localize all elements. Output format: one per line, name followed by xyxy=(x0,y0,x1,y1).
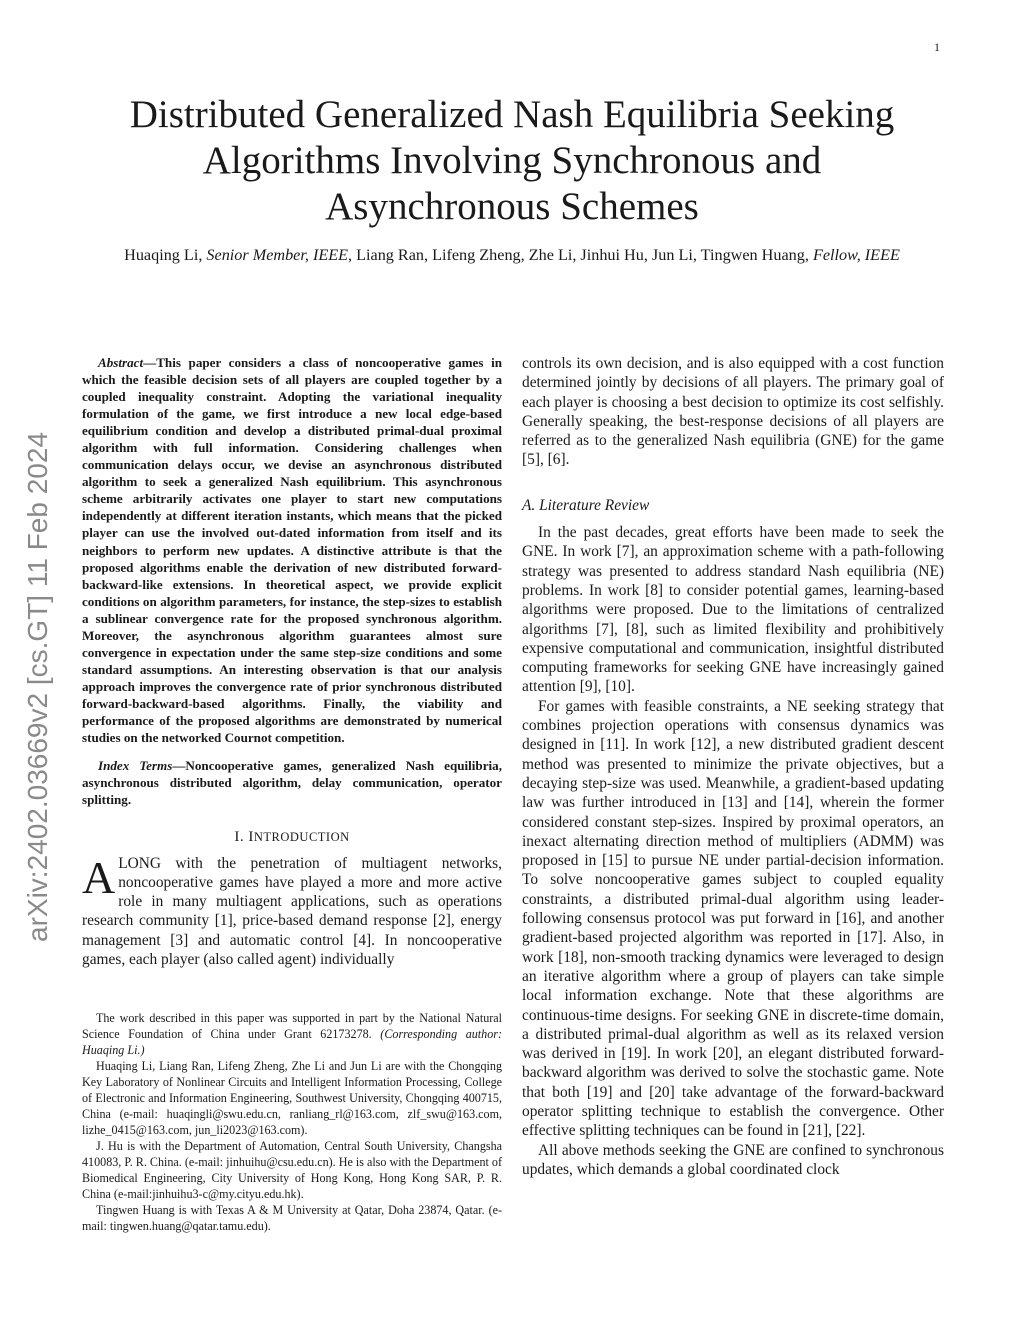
intro-text: with the penetration of multiagent networks, noncooperative games have played a more and more active role in many multiagent applications, such as operations research community [1], price-based demand response [2], energy management [3] and automatic control [4]. In noncooperative games, each player (also called agent) individually xyxy=(82,854,502,968)
paragraph: All above methods seeking the GNE are confined to synchronous updates, which demands a global coordinated clock xyxy=(522,1141,944,1178)
paragraph: In the past decades, great efforts have been made to seek the GNE. In work [7], an approximation scheme with a path-following strategy was presented to address standard Nash equilibria (NE) problems. In work [8] to consider potential games, learning-based algorithms were proposed. Due to the limitations of centralized algorithms [7], [8], such as limited flexibility and prohibitively expensive computational and communication, insightful distributed computing frameworks for seeking GNE have increasingly gained attention [9], [10]. xyxy=(522,524,944,696)
page-number: 1 xyxy=(934,40,940,54)
author-last-title: Fellow, IEEE xyxy=(812,246,900,264)
drop-cap: A xyxy=(82,851,116,903)
author-others: , Liang Ran, Lifeng Zheng, Zhe Li, Jinhui Hu, Jun Li, Tingwen Huang, xyxy=(348,246,809,264)
left-column xyxy=(82,354,502,969)
subsection-heading: A. Literature Review xyxy=(522,496,650,514)
index-terms xyxy=(82,757,502,808)
right-column xyxy=(522,354,944,1179)
footnote-corresponding: (Corresponding author: Huaqing Li.) xyxy=(82,1027,502,1057)
section-numeral: I. xyxy=(234,829,245,846)
footnote-funding xyxy=(82,1010,502,1058)
paragraph: controls its own decision, and is also equipped with a cost function determined jointly by decisions of all players. The primary goal of each player is choosing a best decision to optimize its cost selfishly. Generally speaking, the best-response decisions of all players are referred as to the generalized Nash equilibria (GNE) for the game [5], [6]. xyxy=(522,355,944,469)
author-first-title: Senior Member, IEEE xyxy=(206,246,349,264)
section-head-first-letter: I xyxy=(248,829,254,846)
intro-paragraph xyxy=(82,851,502,970)
section-head-rest: NTRODUCTION xyxy=(253,830,350,845)
title-line: Asynchronous Schemes xyxy=(325,185,699,228)
footnote-affiliation: Huaqing Li, Liang Ran, Lifeng Zheng, Zhe Li and Jun Li are with the Chongqing Key Laboratory of Nonlinear Circuits and Intelligent Information Processing, College of Electronic and Information Engineering, Southwest University, Chongqing 400715, China (e-mail: huaqingli@swu.edu.cn, ranliang_rl@163.com, zlf_swu@163.com, lizhe_0415@163.com, jun_li2023@163.com). xyxy=(82,1059,502,1137)
title-line: Distributed Generalized Nash Equilibria Seeking xyxy=(129,93,895,136)
footnote-affiliation: Tingwen Huang is with Texas A & M University at Qatar, Doha 23874, Qatar. (e-mail: tingwen.huang@qatar.tamu.edu). xyxy=(82,1203,502,1233)
author-first: Huaqing Li, xyxy=(124,246,203,264)
paper-title xyxy=(60,92,964,230)
index-terms-text: —Noncooperative games, generalized Nash equilibria, asynchronous distributed algorithm, delay communication, operator splitting. xyxy=(82,758,502,808)
index-terms-label: Index Terms xyxy=(98,758,173,774)
footnote-affiliation: J. Hu is with the Department of Automation, Central South University, Changsha 410083, P. R. China. (e-mail: jinhuihu@csu.edu.cn). He is also with the Department of Biomedical Engineering, City University of Hong Kong, Hong Kong SAR, P. R. China (e-mail:jinhuihu3-c@my.cityu.edu.hk). xyxy=(82,1139,502,1201)
abstract xyxy=(82,354,502,746)
abstract-label: Abstract xyxy=(98,355,144,370)
arxiv-identifier-watermark: arXiv:2402.03669v2 [cs.GT] 11 Feb 2024 xyxy=(22,431,53,942)
paragraph: For games with feasible constraints, a NE seeking strategy that combines projection operations with consensus dynamics was designed in [11]. In work [12], a new distributed gradient descent method was presented to minimize the private objectives, but a decaying step-size was used. Meanwhile, a gradient-based updating law was further introduced in [13] and [14], wherein the former considered constant step-sizes. Inspired by proximal operators, an inexact alternating direction method of multipliers (ADMM) was proposed in [15] to pursue NE under partial-decision information. To solve noncooperative games subject to coupled equality constraints, a distributed primal-dual algorithm using leader-following consensus protocol was put forward in [16], and another gradient-based projected algorithm was reported in [17]. Also, in work [18], non-smooth tracking dynamics were leveraged to design an iterative algorithm where a group of players can take simple local information exchange. Note that these algorithms are continuous-time designs. For seeking GNE in discrete-time domain, a distributed primal-dual algorithm as well as its relaxed version was derived in [19]. In work [20], an elegant distributed forward-backward algorithm was derived to solve the stochastic game. Note that both [19] and [20] take advantage of the forward-backward operator splitting technique to establish the convergence. Other effective splitting techniques can be found in [21], [22]. xyxy=(522,697,944,1140)
abstract-text: —This paper considers a class of noncooperative games in which the feasible decision sets of all players are coupled together by a coupled inequality constraint. Adopting the variational inequality formulation of the game, we first introduce a new local edge-based equilibrium condition and develop a distributed primal-dual proximal algorithm with full information. Considering challenges when communication delays occur, we devise an asynchronous distributed algorithm to seek a generalized Nash equilibrium. This asynchronous scheme arbitrarily activates one player to start new computations independently at different iteration instants, which means that the picked player can use the involved out-dated information from itself and its neighbors to perform new updates. A distinctive attribute is that the proposed algorithms enable the derivation of new distributed forward-backward-like extensions. In theoretical aspect, we provide explicit conditions on algorithm parameters, for instance, the step-sizes to establish a sublinear convergence rate for the proposed synchronous algorithm. Moreover, the asynchronous algorithm guarantees almost sure convergence in expectation under the same step-size conditions and some standard assumptions. An interesting observation is that our analysis approach improves the convergence rate of prior synchronous distributed forward-backward-based algorithms. Finally, the viability and performance of the proposed algorithms are demonstrated by numerical studies on the networked Cournot competition. xyxy=(82,355,502,746)
intro-lead: LONG xyxy=(118,854,161,872)
author-list xyxy=(78,244,946,266)
footnote-funding-text: The work described in this paper was supported in part by the National Natural Science Foundation of China under Grant 62173278. xyxy=(82,1011,502,1041)
title-line: Algorithms Involving Synchronous and xyxy=(202,139,822,182)
section-heading-introduction xyxy=(82,828,502,847)
footnotes xyxy=(82,1010,502,1234)
